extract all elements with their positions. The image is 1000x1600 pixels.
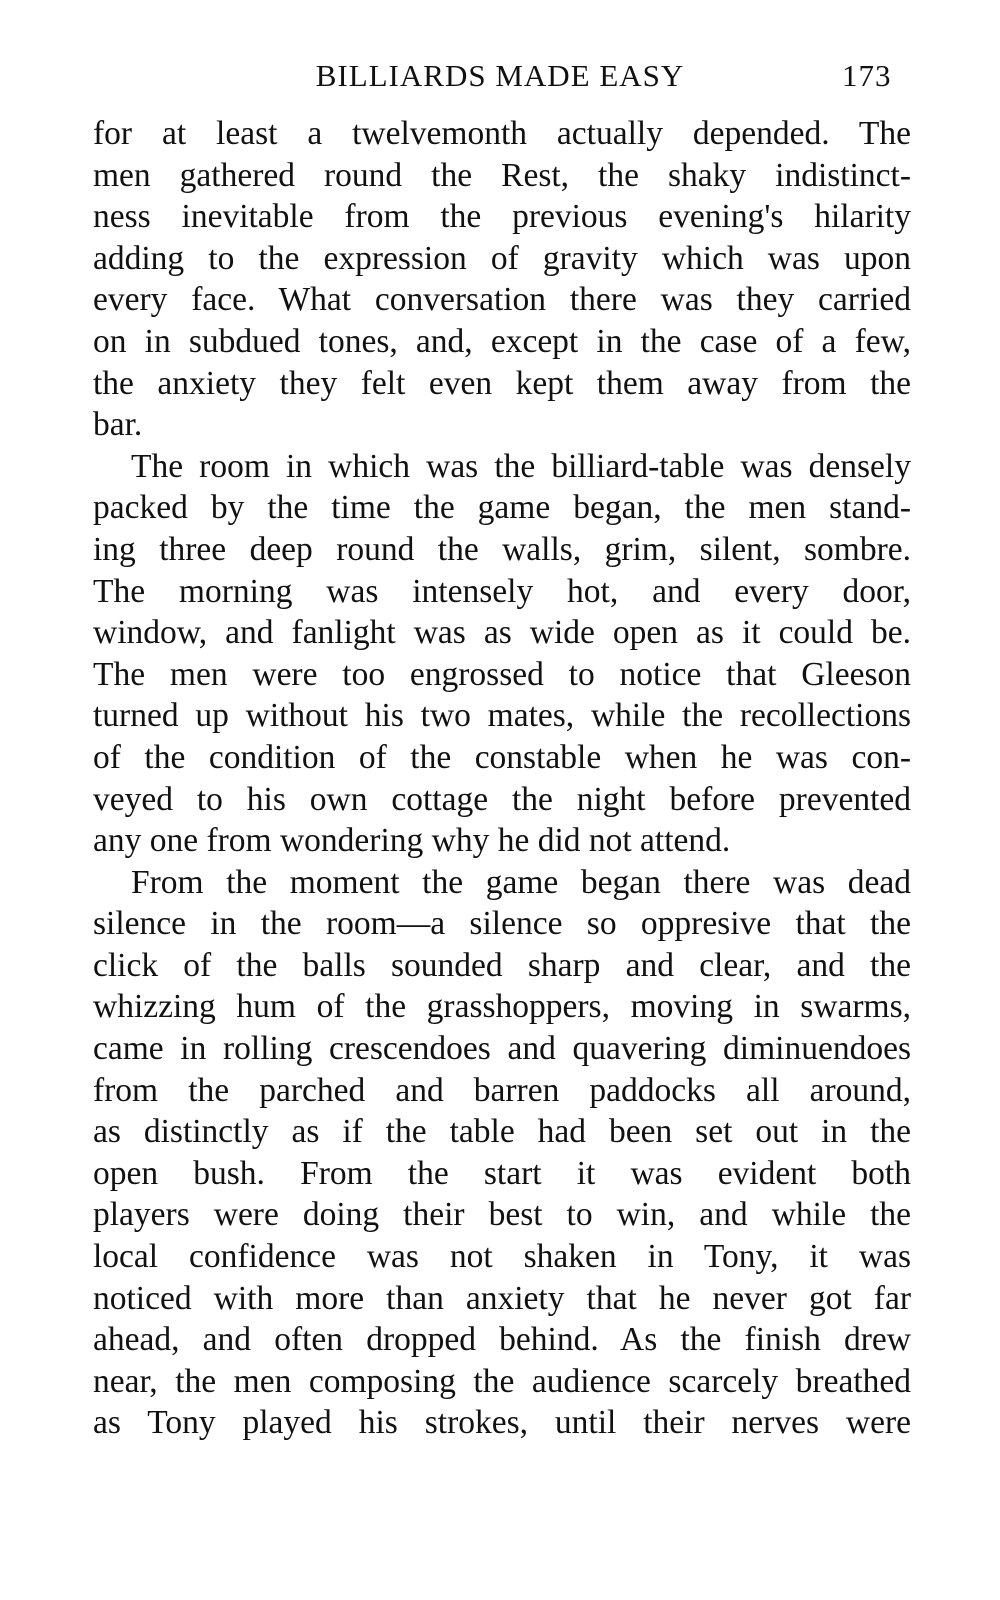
text-line: every face. What conversation there was they carried [93, 281, 911, 319]
page-number: 173 [842, 58, 892, 93]
text-line: ness inevitable from the previous evening's hilarity [93, 198, 911, 236]
text-line: for at least a twelvemonth actually depended. The [93, 115, 911, 152]
text-line: any one from wondering why he did not attend. [93, 822, 731, 860]
text-line: local confidence was not shaken in Tony, it was [93, 1238, 911, 1276]
text-line: adding to the expression of gravity which was upon [93, 239, 911, 277]
text-line: of the condition of the constable when he was con- [93, 738, 911, 776]
text-line: click of the balls sounded sharp and clear, and the [93, 946, 911, 984]
text-line: the anxiety they felt even kept them away from the [93, 364, 911, 402]
running-head [0, 56, 1000, 96]
text-line: silence in the room—a silence so oppresive that the [93, 905, 911, 943]
text-line: whizzing hum of the grasshoppers, moving in swarms, [93, 988, 911, 1026]
text-line: men gathered round the Rest, the shaky indistinct- [93, 156, 911, 194]
text-line: near, the men composing the audience scarcely breathed [93, 1362, 911, 1400]
text-line: ahead, and often dropped behind. As the finish drew [93, 1321, 911, 1359]
text-line: noticed with more than anxiety that he never got far [93, 1279, 911, 1317]
paragraph-first-line: From the moment the game began there was dead [131, 863, 911, 901]
body-text [93, 113, 911, 1444]
text-line: ing three deep round the walls, grim, silent, sombre. [93, 530, 911, 568]
text-line: came in rolling crescendoes and quavering diminuendoes [93, 1030, 911, 1068]
paragraph-first-line: The room in which was the billiard-table was densely [131, 447, 911, 485]
text-line: turned up without his two mates, while the recollections [93, 697, 911, 735]
text-line: The morning was intensely hot, and every door, [93, 572, 911, 610]
text-line: packed by the time the game began, the men stand- [93, 489, 911, 527]
text-line: open bush. From the start it was evident both [93, 1154, 911, 1192]
text-line: from the parched and barren paddocks all around, [93, 1071, 911, 1109]
text-line: bar. [93, 406, 143, 444]
text-line: veyed to his own cottage the night before prevented [93, 780, 911, 818]
text-line: as Tony played his strokes, until their nerves were [93, 1404, 911, 1442]
text-line: The men were too engrossed to notice that Gleeson [93, 655, 911, 693]
text-line: players were doing their best to win, and while the [93, 1196, 911, 1234]
text-line: on in subdued tones, and, except in the case of a few, [93, 322, 911, 360]
running-title: BILLIARDS MADE EASY [315, 58, 685, 93]
text-line: window, and fanlight was as wide open as it could be. [93, 614, 911, 652]
text-line: as distinctly as if the table had been set out in the [93, 1113, 911, 1151]
